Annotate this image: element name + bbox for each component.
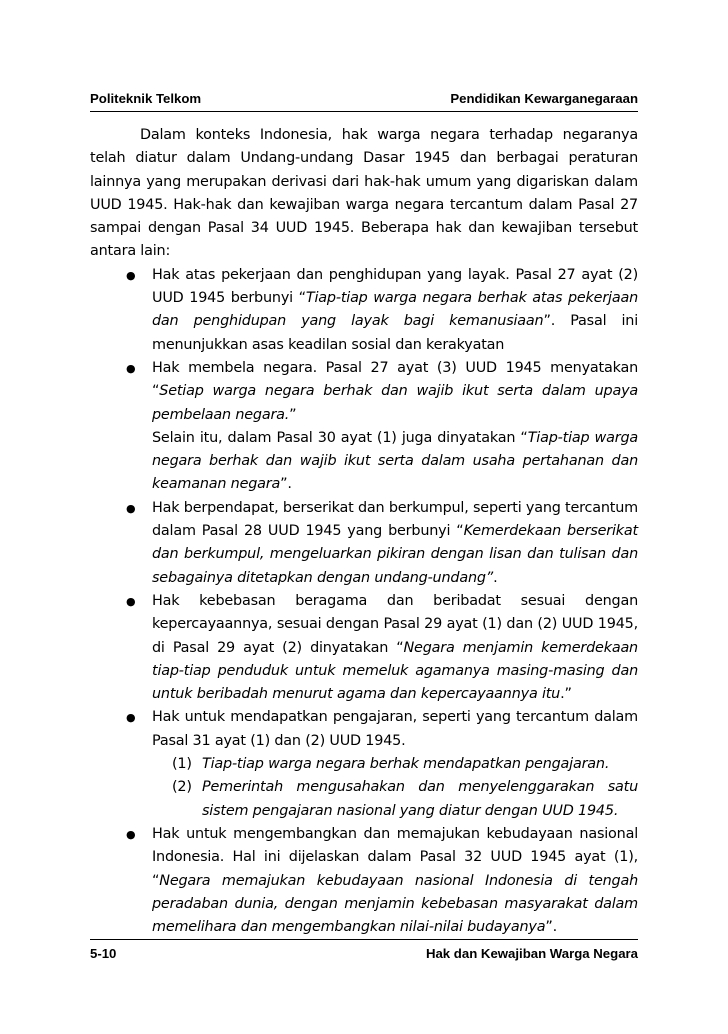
sub-list-item: (2) Pemerintah mengusahakan dan menyelenggarakan satu sistem pengajaran nasional yang diatur dengan UUD 1945.: [172, 779, 638, 819]
list-item: ● Hak membela negara. Pasal 27 ayat (3) UUD 1945 menyatakan “Setiap warga negara berhak dan wajib ikut serta dalam upaya pembelaan negara.” Selain itu, dalam Pasal 30 ayat (1) juga dinyatakan “Tiap-tiap warga negara berhak dan wajib ikut serta dalam usaha pertahanan dan keamanan negara”.: [90, 357, 638, 497]
list-item: ● Hak untuk mengembangkan dan memajukan kebudayaan nasional Indonesia. Hal ini dijelaskan dalam Pasal 32 UUD 1945 ayat (1), “Negara memajukan kebudayaan nasional Indonesia di tengah peradaban dunia, dengan menjamin kebebasan masyarakat dalam memelihara dan mengembangkan nilai-nilai budayanya”.: [90, 823, 638, 939]
header-institution: Politeknik Telkom: [90, 91, 202, 106]
page-number: 5-10: [90, 946, 117, 961]
chapter-title: Hak dan Kewajiban Warga Negara: [425, 946, 638, 961]
list-item: ● Hak atas pekerjaan dan penghidupan yang layak. Pasal 27 ayat (2) UUD 1945 berbunyi “Tiap-tiap warga negara berhak atas pekerjaan dan penghidupan yang layak bagi kemanusiaan”. Pasal ini menunjukkan asas keadilan sosial dan kerakyatan: [90, 264, 638, 357]
list-item: ● Hak kebebasan beragama dan beribadat sesuai dengan kepercayaannya, sesuai dengan Pasal 29 ayat (1) dan (2) UUD 1945, di Pasal 29 ayat (2) dinyatakan “Negara menjamin kemerdekaan tiap-tiap penduduk untuk memeluk agamanya masing-masing dan untuk beribadah menurut agama dan kepercayaannya itu.”: [90, 590, 638, 706]
document-body: [90, 124, 638, 939]
page-header: [90, 89, 638, 112]
intro-paragraph: Dalam konteks Indonesia, hak warga negara terhadap negaranya telah diatur dalam Undang-undang Dasar 1945 dan berbagai peraturan lainnya yang merupakan derivasi dari hak-hak umum yang digariskan dalam UUD 1945. Hak-hak dan kewajiban warga negara tercantum dalam Pasal 27 sampai dengan Pasal 34 UUD 1945. Beberapa hak dan kewajiban tersebut antara lain:: [90, 127, 638, 260]
sub-list-item: (1) Tiap-tiap warga negara berhak mendapatkan pengajaran.: [172, 756, 610, 773]
page-footer: [90, 939, 638, 966]
list-item: ● Hak untuk mendapatkan pengajaran, seperti yang tercantum dalam Pasal 31 ayat (1) dan (2) UUD 1945. (1) Tiap-tiap warga negara berhak mendapatkan pengajaran. (2) Pemerintah mengusahakan dan menyelenggarakan satu sistem pengajaran nasional yang diatur dengan UUD 1945.: [90, 706, 638, 822]
list-item: ● Hak berpendapat, berserikat dan berkumpul, seperti yang tercantum dalam Pasal 28 UUD 1945 yang berbunyi “Kemerdekaan berserikat dan berkumpul, mengeluarkan pikiran dengan lisan dan tulisan dan sebagainya ditetapkan dengan undang-undang”.: [90, 497, 638, 590]
rights-list: [90, 264, 638, 940]
sub-list: [152, 753, 638, 823]
header-course-title: Pendidikan Kewarganegaraan: [450, 91, 638, 106]
